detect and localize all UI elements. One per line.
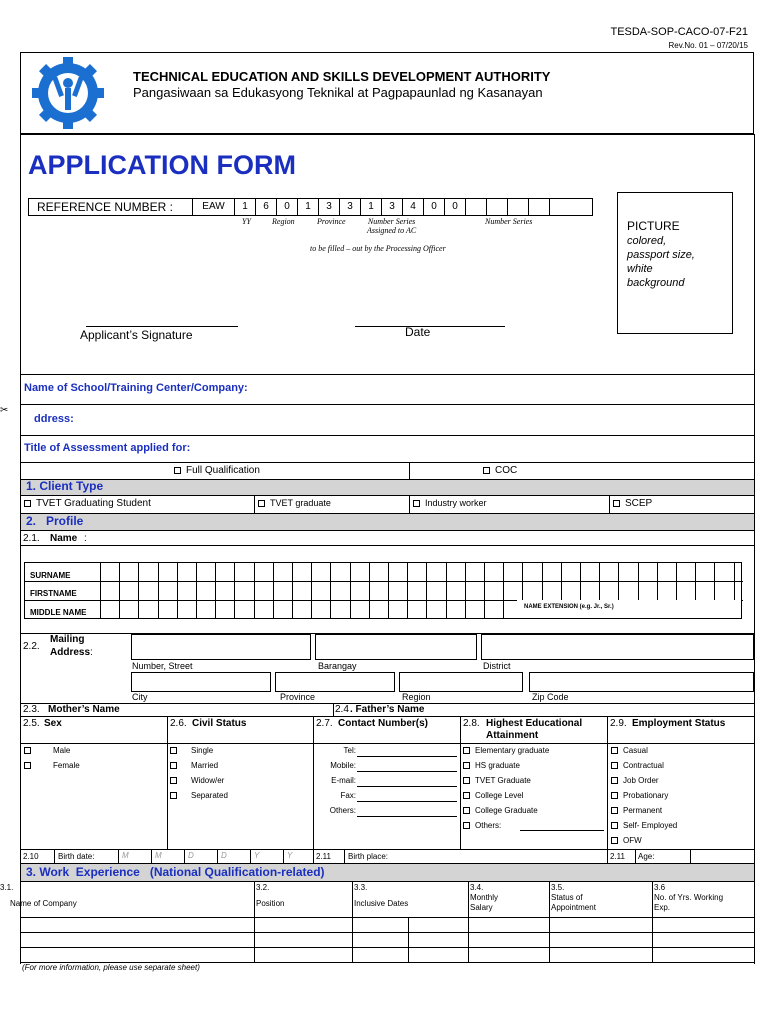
client-option-scep[interactable] [613,498,652,509]
table-row[interactable] [21,918,753,932]
email-label: E-mail: [331,776,356,785]
checkbox[interactable] [170,747,177,754]
name-grid-cell[interactable] [407,563,408,618]
caption-number-series-ac: Number Series Assigned to AC [367,217,417,235]
reference-prefix: EAW [192,199,234,216]
employment-label: Employment Status [632,718,726,729]
address-barangay-input[interactable] [315,634,477,660]
address-label-2: Address: [50,647,93,658]
middlename-label: MIDDLE NAME [30,608,87,617]
form-title: APPLICATION FORM [28,150,296,180]
civil-option-widower[interactable]: Widow/er [170,776,224,785]
client-option-label: TVET Graduating Student [36,498,151,509]
work-col-number: 3.2. [256,883,270,892]
reference-digit-cell[interactable]: 0 [423,199,444,216]
caption-region: Region [272,217,295,226]
edu-option-tvet[interactable]: TVET Graduate [463,776,531,785]
work-col-number: 3.4. [470,883,484,892]
name-grid-cell[interactable] [388,563,389,618]
checkbox[interactable] [24,500,31,507]
checkbox[interactable] [24,762,31,769]
checkbox[interactable] [258,500,265,507]
table-row[interactable] [21,948,753,962]
reference-digit-cell[interactable]: 3 [381,199,402,216]
picture-note-1: colored, [627,235,667,247]
mobile-input[interactable] [357,771,457,772]
birthdate-label: Birth date: [58,852,95,861]
checkbox[interactable] [170,792,177,799]
picture-box[interactable] [617,192,733,334]
reference-digit-cell[interactable] [486,199,507,216]
sex-number: 2.5. [23,718,40,729]
mailing-number: 2.2. [23,641,40,652]
emp-option-contractual[interactable]: Contractual [611,761,664,770]
name-grid-cell[interactable] [503,563,504,618]
others-contact-input[interactable] [357,816,457,817]
reference-number-label: REFERENCE NUMBER : [37,200,174,214]
name-colon: : [84,533,87,544]
picture-note-4: background [627,277,685,289]
reference-digit-cell[interactable] [549,199,570,216]
address-zip-input[interactable] [529,672,754,692]
mailing-label: Mailing [50,634,85,645]
checkbox[interactable] [611,747,618,754]
city-caption: City [132,692,148,702]
picture-note-3: white [627,263,653,275]
sex-option-male[interactable]: Male [24,746,70,755]
firstname-label: FIRSTNAME [30,589,77,598]
name-grid-cell[interactable] [254,563,255,618]
edu-option-college-level[interactable]: College Level [463,791,523,800]
work-col-header: Inclusive Dates [354,899,409,908]
district-caption: District [483,661,511,671]
contact-label: Contact Number(s) [338,718,429,729]
checkbox[interactable] [611,777,618,784]
work-col-header: No. of Yrs. Working Exp. [654,893,724,912]
email-input[interactable] [357,786,457,787]
surname-label: SURNAME [30,571,71,580]
profile-title: 2. Profile [26,514,84,528]
region-caption: Region [402,692,431,702]
work-col-number: 3.3. [354,883,368,892]
civil-option-married[interactable]: Married [170,761,218,770]
agency-name: TECHNICAL EDUCATION AND SKILLS DEVELOPMENT AUTHORITY [133,69,551,84]
client-option-label: Industry worker [425,498,487,508]
education-number: 2.8. [463,718,480,729]
client-option-industry-worker[interactable] [413,498,487,508]
client-option-tvet-graduating[interactable] [24,498,151,509]
edu-option-hs[interactable]: HS graduate [463,761,520,770]
checkbox[interactable] [463,807,470,814]
work-col-number: 3.5. [551,883,565,892]
client-option-label: TVET graduate [270,498,331,508]
name-grid-cell[interactable] [138,563,139,618]
name-grid-cell[interactable] [292,563,293,618]
tesda-gear-logo-icon [27,55,109,131]
checkbox[interactable] [611,792,618,799]
checkbox[interactable] [174,467,181,474]
emp-option-casual[interactable]: Casual [611,746,648,755]
checkbox[interactable] [24,747,31,754]
contact-number: 2.7. [316,718,333,729]
age-number: 2.11 [610,852,625,861]
edu-option-others[interactable]: Others: [463,821,501,830]
checkbox[interactable] [611,807,618,814]
civil-option-single[interactable]: Single [170,746,213,755]
emp-option-self-employed[interactable]: Self- Employed [611,821,677,830]
mother-number: 2.3. [23,704,40,715]
emp-option-ofw[interactable]: OFW [611,836,642,845]
name-grid-cell[interactable] [426,563,427,618]
reference-digit-cell[interactable]: 6 [255,199,276,216]
table-row[interactable] [21,933,753,947]
work-col-header: Name of Company [10,899,77,908]
tel-input[interactable] [357,756,457,757]
emp-option-job-order[interactable]: Job Order [611,776,659,785]
checkbox[interactable] [611,837,618,844]
address-street-input[interactable] [131,634,311,660]
birthdate-cell[interactable]: Y [283,849,316,863]
full-qualification-label: Full Qualification [186,465,260,476]
reference-digit-cell[interactable]: 1 [297,199,318,216]
name-grid-cell[interactable] [196,563,197,618]
checkbox[interactable] [463,822,470,829]
reference-digit-cell[interactable]: 3 [318,199,339,216]
reference-digit-cell[interactable]: 0 [276,199,297,216]
reference-number-field[interactable] [28,198,593,216]
mother-name-label[interactable]: Mother’s Name [48,704,120,715]
address-label: ddress: [34,413,74,425]
document-code: TESDA-SOP-CACO-07-F21 [610,26,748,38]
picture-title: PICTURE [627,219,680,233]
barangay-caption: Barangay [318,661,357,671]
name-label: Name [50,533,78,544]
father-name-label[interactable]: . Father’s Name [350,704,425,715]
tel-label: Tel: [343,746,356,755]
work-col-header: Monthly Salary [470,893,499,912]
assessment-title-label: Title of Assessment applied for: [24,442,191,454]
picture-note-2: passport size, [627,249,695,261]
name-grid-cell[interactable] [330,563,331,618]
checkbox[interactable] [463,762,470,769]
fax-input[interactable] [357,801,457,802]
client-type-header [21,479,754,495]
checkbox[interactable] [463,777,470,784]
name-grid-cell[interactable] [484,563,485,618]
client-option-tvet-graduate[interactable] [258,498,331,508]
checkbox[interactable] [611,762,618,769]
work-col-header: Position [256,899,285,908]
signature-line[interactable] [86,326,238,327]
coc-option[interactable] [483,465,517,476]
address-region-input[interactable] [399,672,523,692]
edu-option-elementary[interactable]: Elementary graduate [463,746,549,755]
checkbox[interactable] [483,467,490,474]
agency-name-filipino: Pangasiwaan sa Edukasyong Teknikal at Pagpapaunlad ng Kasanayan [133,85,543,100]
education-label: Highest Educational [486,718,583,729]
employment-number: 2.9. [610,718,627,729]
age-label: Age: [638,852,655,861]
sex-option-female[interactable]: Female [24,761,80,770]
work-col-header: Status of Appointment [551,893,596,912]
client-type-title: 1. Client Type [26,479,104,493]
reference-digit-cell[interactable]: 1 [360,199,381,216]
checkbox[interactable] [613,500,620,507]
name-grid-cell[interactable] [215,563,216,618]
name-grid-cell[interactable] [446,563,447,618]
caption-number-series: Number Series [485,217,533,226]
name-grid-cell[interactable] [100,563,101,618]
reference-digit-cell[interactable]: 3 [339,199,360,216]
edu-option-college-graduate[interactable]: College Graduate [463,806,538,815]
name-grid-cell[interactable] [311,563,312,618]
checkbox[interactable] [413,500,420,507]
birthdate-cell[interactable]: M [118,849,151,863]
name-grid-cell[interactable] [350,563,351,618]
province-caption: Province [280,692,316,702]
name-extension-label: NAME EXTENSION (e.g. Jr., Sr.) [524,604,614,610]
address-district-input[interactable] [481,634,754,660]
education-label-2: Attainment [486,730,539,741]
zip-caption: Zip Code [532,692,569,702]
signature-label: Applicant’s Signature [80,328,193,342]
birthdate-number: 2.10 [23,852,39,861]
coc-label: COC [495,465,518,476]
work-experience-title: 3. Work Experience (National Qualification-related) [26,865,325,879]
checkbox[interactable] [611,822,618,829]
name-grid-cell[interactable] [119,563,120,618]
civil-option-separated[interactable]: Separated [170,791,228,800]
name-grid-cell[interactable] [465,563,466,618]
others-contact-label: Others: [329,806,356,815]
name-grid-cell[interactable] [273,563,274,618]
checkbox[interactable] [463,747,470,754]
full-qualification-option[interactable] [174,465,260,476]
revision-number: Rev.No. 01 – 07/20/15 [668,41,748,50]
name-grid-cell[interactable] [177,563,178,618]
sex-label: Sex [44,718,62,729]
birthplace-number: 2.11 [316,852,331,861]
work-col-number: 3.1. [0,883,14,892]
work-footnote: (For more information, please use separate sheet) [22,963,200,972]
name-grid-cell[interactable] [369,563,370,618]
street-caption: Number, Street [132,661,193,671]
reference-digit-cell[interactable] [528,199,549,216]
birthdate-cell[interactable]: D [217,849,250,863]
fill-note: to be filled – out by the Processing Officer [310,244,446,253]
birthdate-cell[interactable]: M [151,849,184,863]
client-option-label: SCEP [625,498,653,509]
checkbox[interactable] [170,762,177,769]
emp-option-permanent[interactable]: Permanent [611,806,662,815]
fax-label: Fax: [340,791,356,800]
profile-header [21,513,754,530]
work-col-number: 3.6 [654,883,666,892]
reference-digit-cell[interactable]: 4 [402,199,423,216]
birthplace-label: Birth place: [348,852,389,861]
caption-province: Province [317,217,346,226]
reference-digit-cell[interactable] [507,199,528,216]
scissors-icon: ✂ [0,405,9,416]
caption-yy: YY [242,217,251,226]
reference-digit-cell[interactable]: 0 [444,199,465,216]
birthdate-cell[interactable]: Y [250,849,283,863]
date-label: Date [405,325,431,339]
name-number: 2.1. [23,533,40,544]
name-grid-cell[interactable] [234,563,235,618]
father-number: 2.4 [335,704,349,715]
mobile-label: Mobile: [330,761,356,770]
name-grid-cell[interactable] [158,563,159,618]
reference-digit-cell[interactable] [465,199,486,216]
birthdate-cell[interactable]: D [184,849,217,863]
civil-status-label: Civil Status [192,718,247,729]
edu-others-input[interactable] [520,830,604,831]
school-name-label: Name of School/Training Center/Company: [24,382,248,394]
address-city-input[interactable] [131,672,271,692]
reference-digit-cell[interactable]: 1 [234,199,255,216]
civil-number: 2.6. [170,718,187,729]
checkbox[interactable] [463,792,470,799]
emp-option-probationary[interactable]: Probationary [611,791,668,800]
address-province-input[interactable] [275,672,395,692]
checkbox[interactable] [170,777,177,784]
